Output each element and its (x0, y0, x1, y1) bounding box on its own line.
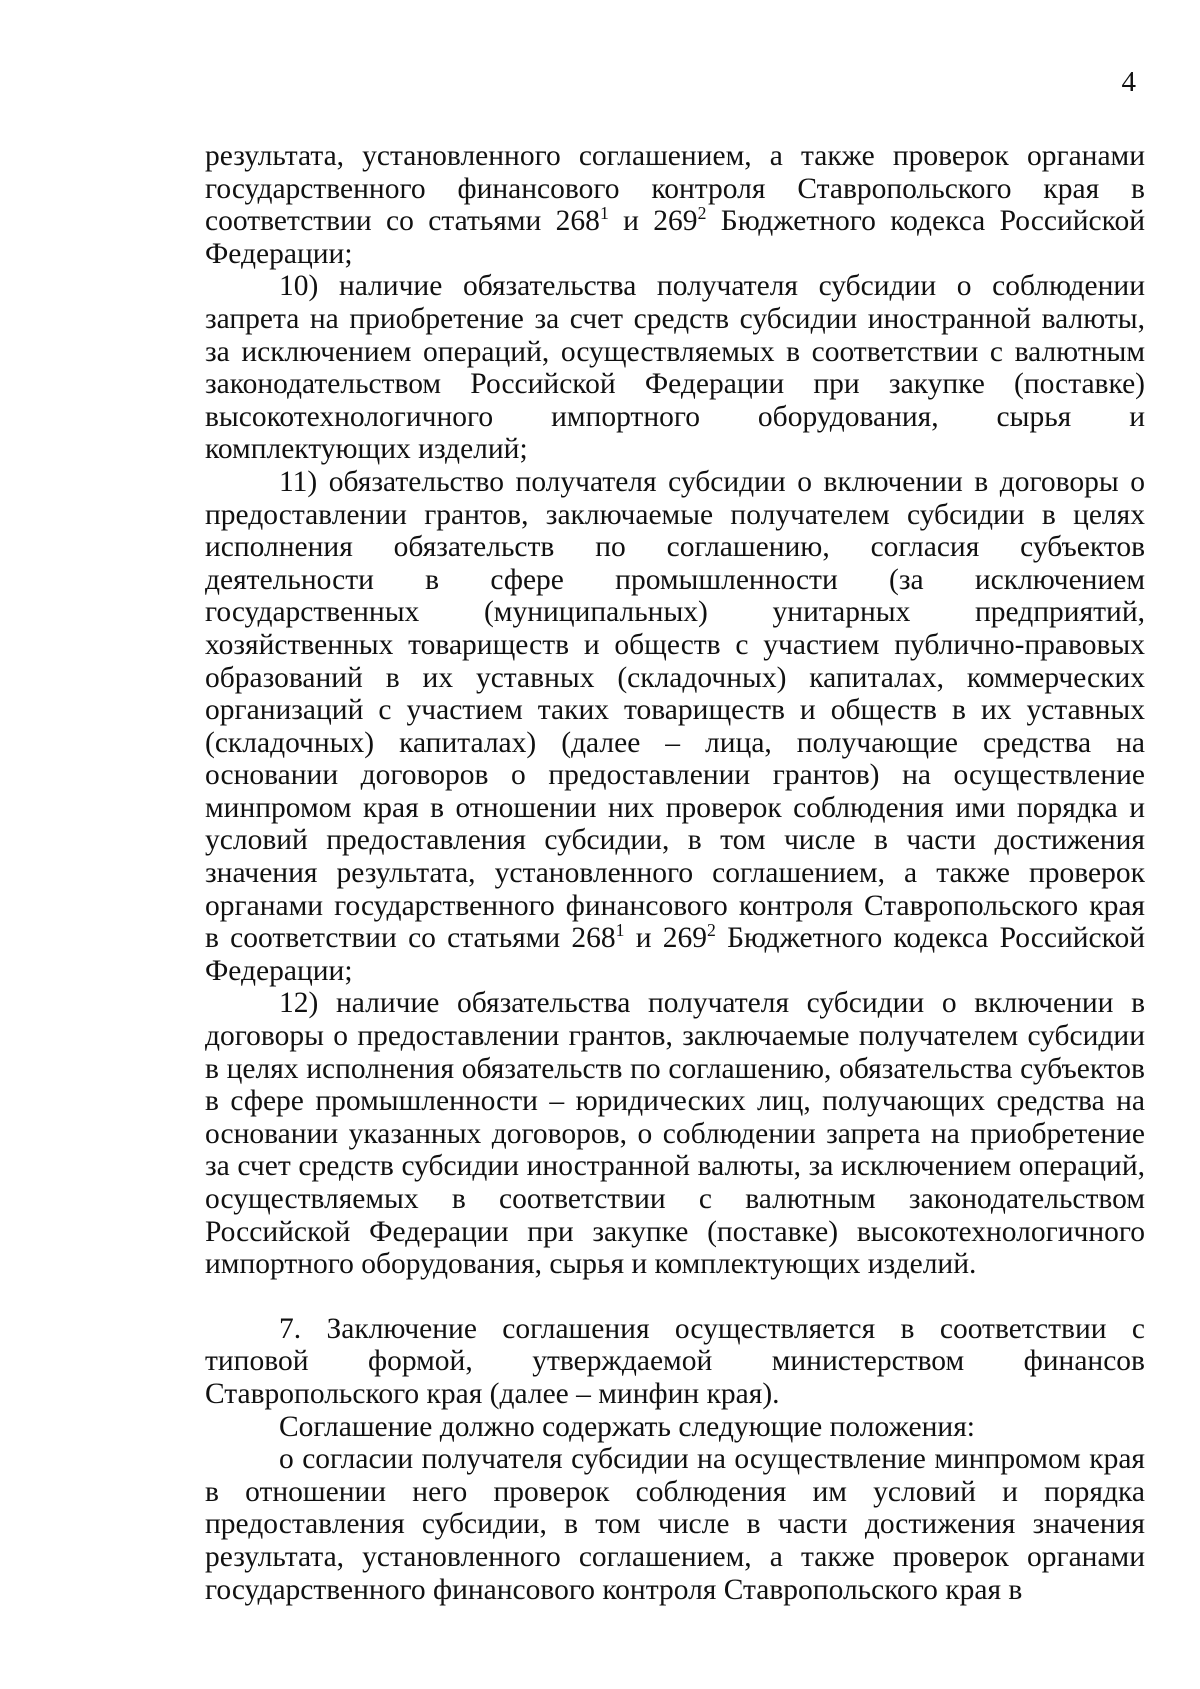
paragraph-item-10: 10) наличие обязательства получателя субсидии о соблюдении запрета на приобретение за счет средств субсидии иностранной валюты, за исключением операций, осуществляемых в соответствии с валютным законодательством Российской Федерации при закупке (поставке) высокотехнологичного импортного оборудования, сырья и комплектующих изделий; (205, 270, 1145, 466)
superscript: 2 (707, 920, 716, 941)
superscript: 2 (697, 203, 707, 224)
paragraph-lead: Соглашение должно содержать следующие положения: (279, 1410, 975, 1443)
page-number: 4 (1121, 66, 1136, 98)
paragraph-continuation: результата, установленного соглашением, а также проверок органами государственного финансового контроля Ставропольского края в соответствии со статьями $268^1$ и $269^2$ Бюджетного кодекса Российской Федерации; (205, 140, 1145, 270)
document-body (205, 140, 1145, 1606)
paragraph-item-12: 12) наличие обязательства получателя субсидии о включении в договоры о предоставлении грантов, заключаемые получателем субсидии в целях исполнения обязательств по соглашению, обязательства субъектов в сфере промышленности – юридических лиц, получающих средства на основании указанных договоров, о соблюдении запрета на приобретение за счет средств субсидии иностранной валюты, за исключением операций, осуществляемых в соответствии с валютным законодательством Российской Федерации при закупке (поставке) высокотехнологичного импортного оборудования, сырья и комплектующих изделий. (205, 987, 1145, 1281)
superscript: 1 (599, 203, 609, 224)
superscript: 1 (615, 920, 625, 941)
paragraph-section-7: 7. Заключение соглашения осуществляется в соответствии с типовой формой, утверждаемой министерством финансов Ставропольского края (далее – минфин края). (205, 1312, 1145, 1410)
paragraph-item-11: 11) обязательство получателя субсидии о включении в договоры о предоставлении грантов, заключаемые получателем субсидии в целях исполнения обязательств по соглашению, согласия субъектов деятельности в сфере промышленности (за исключением государственных (муниципальных) унитарных предприятий, хозяйственных товариществ и обществ с участием публично-правовых образований в их уставных (складочных) капиталах, коммерческих организаций с участием таких товариществ и обществ в их уставных (складочных) капиталах) (далее – лица, получающие средства на основании договоров о предоставлении грантов) на осуществление минпромом края в отношении них проверок соблюдения ими порядка и условий предоставления субсидии, в том числе в части достижения значения результата, установленного соглашением, а также проверок органами государственного финансового контроля Ставропольского края в соответствии со статьями $268^1$ и $269^2$ Бюджетного кодекса Российской Федерации; (205, 465, 1146, 987)
paragraph-clause: о согласии получателя субсидии на осуществление минпромом края в отношении него проверок соблюдения им условий и порядка предоставления субсидии, в том числе в части достижения значения результата, установленного соглашением, а также проверок органами государственного финансового контроля Ставропольского края в (205, 1443, 1145, 1606)
